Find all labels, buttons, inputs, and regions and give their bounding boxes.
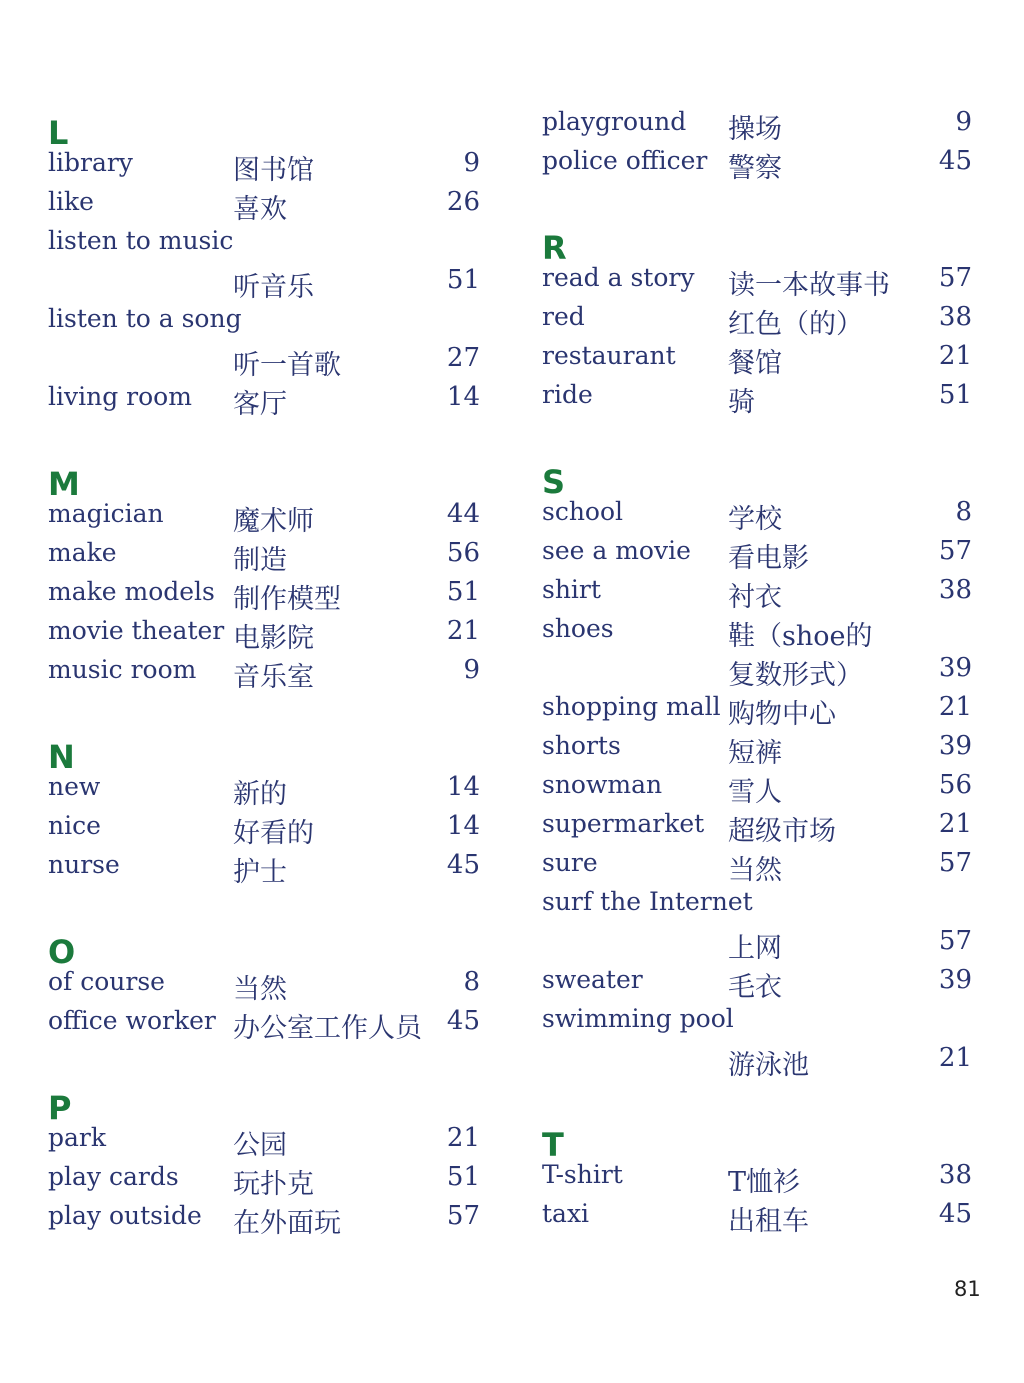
english-word: living room [48, 382, 192, 411]
english-word: shirt [542, 575, 601, 604]
page-ref: 21 [446, 616, 480, 646]
index-entry [542, 848, 982, 887]
index-entry [48, 1201, 488, 1240]
chinese-translation: 听一首歌 [233, 350, 341, 381]
page-ref: 9 [463, 148, 480, 178]
chinese-translation: 在外面玩 [233, 1208, 341, 1239]
index-entry [542, 614, 982, 653]
chinese-translation: 公园 [233, 1130, 287, 1161]
english-word: new [48, 772, 101, 801]
index-entry [48, 616, 488, 655]
index-entry [542, 575, 982, 614]
page-ref: 21 [938, 341, 972, 371]
page-ref: 21 [938, 1043, 972, 1073]
english-word: shopping mall [542, 692, 721, 721]
chinese-translation: 新的 [233, 779, 287, 810]
chinese-translation: 图书馆 [233, 155, 314, 186]
page-ref: 14 [446, 772, 480, 802]
chinese-translation: T恤衫 [728, 1167, 801, 1198]
english-word: sweater [542, 965, 643, 994]
index-entry [542, 263, 982, 302]
chinese-translation: 当然 [728, 855, 782, 886]
english-word: of course [48, 967, 165, 996]
english-word: movie theater [48, 616, 225, 645]
index-entry [48, 577, 488, 616]
english-word: park [48, 1123, 107, 1152]
english-word: taxi [542, 1199, 590, 1228]
english-word: shorts [542, 731, 621, 760]
index-entry [542, 965, 982, 1004]
page-ref: 21 [446, 1123, 480, 1153]
english-word: listen to music [48, 226, 234, 255]
page-ref: 39 [938, 731, 972, 761]
index-entry [48, 967, 488, 1006]
index-entry [48, 382, 488, 421]
index-entry [542, 653, 982, 692]
section-letter-r: R [542, 229, 567, 267]
english-word: like [48, 187, 94, 216]
english-word: red [542, 302, 585, 331]
chinese-translation: 看电影 [728, 543, 809, 574]
english-word: music room [48, 655, 197, 684]
english-word: surf the Internet [542, 887, 753, 916]
page-ref: 39 [938, 653, 972, 683]
page-ref: 21 [938, 692, 972, 722]
page-ref: 57 [938, 926, 972, 956]
index-entry [48, 148, 488, 187]
index-entry [542, 380, 982, 419]
english-word: nice [48, 811, 101, 840]
chinese-translation: 护士 [233, 857, 287, 888]
chinese-translation: 操场 [728, 114, 782, 145]
page-ref: 56 [446, 538, 480, 568]
chinese-translation: 听音乐 [233, 272, 314, 303]
english-word: nurse [48, 850, 120, 879]
page-ref: 45 [938, 146, 972, 176]
chinese-translation: 骑 [728, 387, 755, 418]
page-ref: 45 [938, 1199, 972, 1229]
page-ref: 57 [446, 1201, 480, 1231]
page-ref: 8 [463, 967, 480, 997]
chinese-translation: 短裤 [728, 738, 782, 769]
index-entry [542, 1160, 982, 1199]
english-word: restaurant [542, 341, 676, 370]
index-entry [542, 302, 982, 341]
page-number: 81 [954, 1277, 981, 1301]
page-ref: 57 [938, 536, 972, 566]
index-entry [48, 1162, 488, 1201]
chinese-translation: 制造 [233, 545, 287, 576]
index-entry [542, 809, 982, 848]
english-word: play outside [48, 1201, 202, 1230]
index-entry [542, 926, 982, 965]
english-word: library [48, 148, 133, 177]
index-entry [542, 731, 982, 770]
chinese-translation: 毛衣 [728, 972, 782, 1003]
index-entry [542, 146, 982, 185]
page-ref: 56 [938, 770, 972, 800]
page-ref: 14 [446, 811, 480, 841]
index-entry [48, 655, 488, 694]
page-ref: 8 [955, 497, 972, 527]
section-letter-l: L [48, 114, 69, 152]
chinese-translation: 玩扑克 [233, 1169, 314, 1200]
section-letter-s: S [542, 463, 566, 501]
index-entry [542, 341, 982, 380]
chinese-translation: 魔术师 [233, 506, 314, 537]
english-word: police officer [542, 146, 708, 175]
english-word: swimming pool [542, 1004, 734, 1033]
page-ref: 44 [446, 499, 480, 529]
english-word: play cards [48, 1162, 179, 1191]
chinese-translation: 游泳池 [728, 1050, 809, 1081]
chinese-translation: 客厅 [233, 389, 287, 420]
english-word: listen to a song [48, 304, 242, 333]
english-word: ride [542, 380, 593, 409]
index-entry [48, 811, 488, 850]
chinese-translation: 好看的 [233, 818, 314, 849]
section-letter-m: M [48, 465, 80, 503]
page-ref: 51 [938, 380, 972, 410]
page-ref: 9 [955, 107, 972, 137]
english-word: sure [542, 848, 598, 877]
chinese-translation: 购物中心 [728, 699, 836, 730]
section-letter-t: T [542, 1126, 564, 1164]
english-word: see a movie [542, 536, 691, 565]
chinese-translation: 餐馆 [728, 348, 782, 379]
page-ref: 51 [446, 1162, 480, 1192]
english-word: magician [48, 499, 164, 528]
chinese-translation: 出租车 [728, 1206, 809, 1237]
chinese-translation: 警察 [728, 153, 782, 184]
index-entry [542, 1043, 982, 1082]
page-ref: 45 [446, 850, 480, 880]
page-ref: 38 [938, 575, 972, 605]
page-ref: 26 [446, 187, 480, 217]
english-word: read a story [542, 263, 695, 292]
chinese-translation: 制作模型 [233, 584, 341, 615]
chinese-translation: 电影院 [233, 623, 314, 654]
page-ref: 57 [938, 263, 972, 293]
page-ref: 57 [938, 848, 972, 878]
index-entry [48, 772, 488, 811]
index-entry [542, 107, 982, 146]
page-ref: 51 [446, 265, 480, 295]
chinese-translation: 复数形式） [728, 660, 863, 691]
index-entry [542, 887, 982, 926]
chinese-translation: 红色（的） [728, 309, 863, 340]
page-ref: 39 [938, 965, 972, 995]
page-ref: 51 [446, 577, 480, 607]
english-word: shoes [542, 614, 614, 643]
index-entry [542, 692, 982, 731]
english-word: office worker [48, 1006, 216, 1035]
index-entry [542, 1004, 982, 1043]
index-entry [48, 343, 488, 382]
section-letter-n: N [48, 738, 75, 776]
page-ref: 45 [446, 1006, 480, 1036]
english-word: snowman [542, 770, 663, 799]
index-entry [48, 226, 488, 265]
english-word: playground [542, 107, 687, 136]
index-entry [542, 1199, 982, 1238]
chinese-translation: 鞋（shoe的 [728, 621, 873, 652]
english-word: make [48, 538, 117, 567]
english-word: supermarket [542, 809, 705, 838]
english-word: T-shirt [542, 1160, 623, 1189]
index-entry [542, 770, 982, 809]
english-word: school [542, 497, 624, 526]
chinese-translation: 雪人 [728, 777, 782, 808]
page-ref: 21 [938, 809, 972, 839]
chinese-translation: 喜欢 [233, 194, 287, 225]
page-ref: 9 [463, 655, 480, 685]
english-word: make models [48, 577, 215, 606]
chinese-translation: 当然 [233, 974, 287, 1005]
chinese-translation: 超级市场 [728, 816, 836, 847]
index-entry [48, 304, 488, 343]
chinese-translation: 衬衣 [728, 582, 782, 613]
page-ref: 27 [446, 343, 480, 373]
index-entry [48, 499, 488, 538]
index-entry [542, 497, 982, 536]
index-entry [542, 536, 982, 575]
chinese-translation: 读一本故事书 [728, 270, 890, 301]
index-entry [48, 850, 488, 889]
index-entry [48, 538, 488, 577]
section-letter-o: O [48, 933, 76, 971]
index-entry [48, 1123, 488, 1162]
section-letter-p: P [48, 1089, 72, 1127]
chinese-translation: 音乐室 [233, 662, 314, 693]
page-ref: 38 [938, 302, 972, 332]
chinese-translation: 办公室工作人员 [233, 1013, 422, 1044]
chinese-translation: 学校 [728, 504, 782, 535]
index-entry [48, 187, 488, 226]
chinese-translation: 上网 [728, 933, 782, 964]
index-entry [48, 1006, 488, 1045]
index-entry [48, 265, 488, 304]
page-ref: 38 [938, 1160, 972, 1190]
page-ref: 14 [446, 382, 480, 412]
